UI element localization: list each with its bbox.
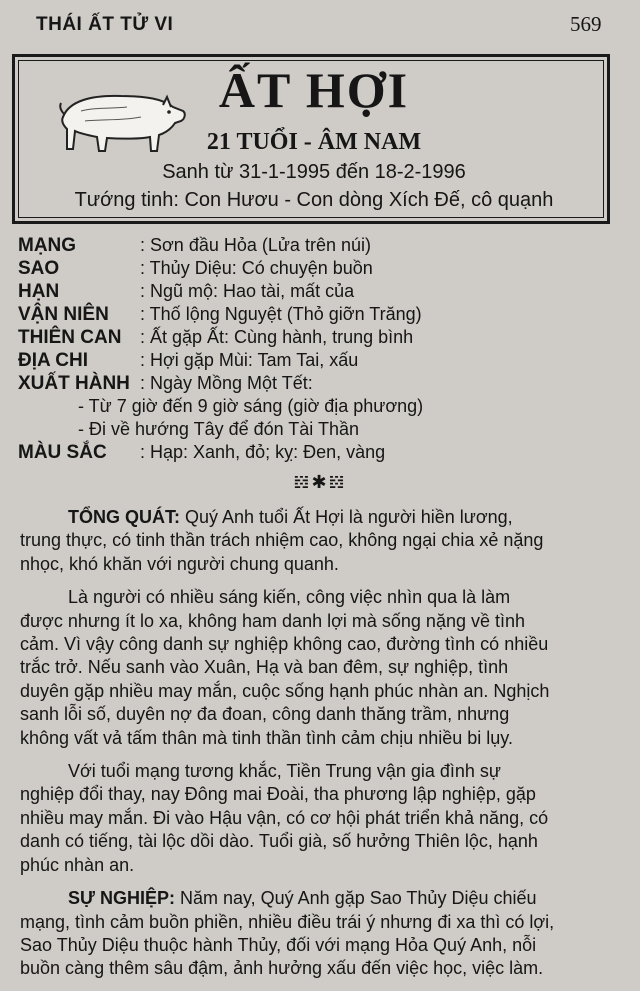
- title-box: [12, 54, 610, 224]
- attribute-row: [18, 234, 618, 257]
- attribute-list: [18, 234, 618, 464]
- attribute-key: HẠN: [18, 281, 60, 302]
- attribute-key: VẬN NIÊN: [18, 304, 109, 325]
- book-title: THÁI ẤT TỬ VI: [36, 14, 174, 35]
- guardian-star: Tướng tinh: Con Hươu - Con dòng Xích Đế, cô quạnh: [74, 189, 554, 211]
- section-lead: TỔNG QUÁT:: [68, 507, 180, 527]
- zodiac-name: ẤT HỢI: [218, 62, 410, 118]
- section-lead: SỰ NGHIỆP:: [68, 888, 175, 909]
- attribute-subrow: [18, 418, 618, 441]
- attribute-key: MÀU SẮC: [18, 442, 107, 463]
- paragraph-su-nghiep: SỰ NGHIỆP: Năm nay, Quý Anh gặp Sao Thủy Diệu chiếu mạng, tình cảm buồn phiền, nhiều điều trái ý nhưng đi xa thì có lợi, Sao Thủy Diệu thuộc hành Thủy, đối với mạng Hỏa Quý Anh, nỗi buồn càng thêm sâu đậm, ảnh hưởng xấu đến việc học, việc làm.: [20, 888, 555, 979]
- attribute-value: : Hợi gặp Mùi: Tam Tai, xấu: [140, 350, 359, 370]
- attribute-key: XUẤT HÀNH: [18, 373, 130, 394]
- attribute-value: : Thố lộng Nguyệt (Thỏ giỡn Trăng): [140, 304, 422, 324]
- attribute-row: [18, 349, 618, 372]
- page-number: 569: [570, 12, 602, 36]
- attribute-row: [18, 303, 618, 326]
- attribute-row: [18, 441, 618, 464]
- birth-range: Sanh từ 31-1-1995 đến 18-2-1996: [162, 161, 466, 183]
- attribute-row: [18, 280, 618, 303]
- age-gender: 21 TUỔI - ÂM NAM: [206, 129, 422, 155]
- paragraph-tong-quat: TỔNG QUÁT: Quý Anh tuổi Ất Hợi là người hiền lương, trung thực, có tinh thần trách nhiệm cao, không ngại chia xẻ nặng nhọc, khó khăn với người chung quanh.: [20, 507, 544, 574]
- pig-icon: [51, 81, 191, 161]
- paragraph: Với tuổi mạng tương khắc, Tiền Trung vận gia đình sự nghiệp đổi thay, nay Đông mai Đoài, tha phương lập nghiệp, gặp nhiều may mắn. Đi vào Hậu vận, có cơ hội phát triển khả năng, có danh có tiếng, tài lộc dồi dào. Tuổi già, số hưởng Thiên lộc, hạnh phúc nhàn an.: [20, 761, 549, 875]
- attribute-key: SAO: [18, 258, 60, 279]
- attribute-row: [18, 372, 618, 395]
- attribute-subrow: [18, 395, 618, 418]
- attribute-value: : Hạp: Xanh, đỏ; kỵ: Đen, vàng: [140, 442, 386, 462]
- attribute-key: THIÊN CAN: [18, 327, 122, 348]
- attribute-value: : Ất gặp Ất: Cùng hành, trung bình: [140, 327, 414, 347]
- attribute-value: - Từ 7 giờ đến 9 giờ sáng (giờ địa phương): [78, 396, 424, 416]
- attribute-key: MẠNG: [18, 235, 77, 256]
- attribute-value: : Ngày Mồng Một Tết:: [140, 373, 313, 393]
- ornament-divider: 𝍌✱𝍌: [293, 472, 347, 492]
- attribute-row: [18, 257, 618, 280]
- body-text: [20, 506, 624, 991]
- attribute-value: - Đi về hướng Tây để đón Tài Thần: [78, 419, 360, 439]
- paragraph: Là người có nhiều sáng kiến, công việc nhìn qua là làm được nhưng ít lo xa, không ham danh lợi mà sống nặng về tình cảm. Vì vậy công danh sự nghiệp không cao, đường tình có nhiều trắc trở. Nếu sanh vào Xuân, Hạ và ban đêm, sự nghiệp, tình duyên gặp nhiều may mắn, cuộc sống hạnh phúc nhàn an. Nghịch sanh lỗi số, duyên nợ đa đoan, công danh thăng trầm, nhưng không vất vả tấm thân mà tinh thần tình cảm chịu nhiều bi lụy.: [20, 587, 550, 748]
- attribute-value: : Ngũ mộ: Hao tài, mất của: [140, 281, 355, 301]
- attribute-row: [18, 326, 618, 349]
- attribute-value: : Sơn đầu Hỏa (Lửa trên núi): [140, 235, 371, 255]
- attribute-key: ĐỊA CHI: [18, 350, 89, 371]
- attribute-value: : Thủy Diệu: Có chuyện buồn: [140, 258, 373, 278]
